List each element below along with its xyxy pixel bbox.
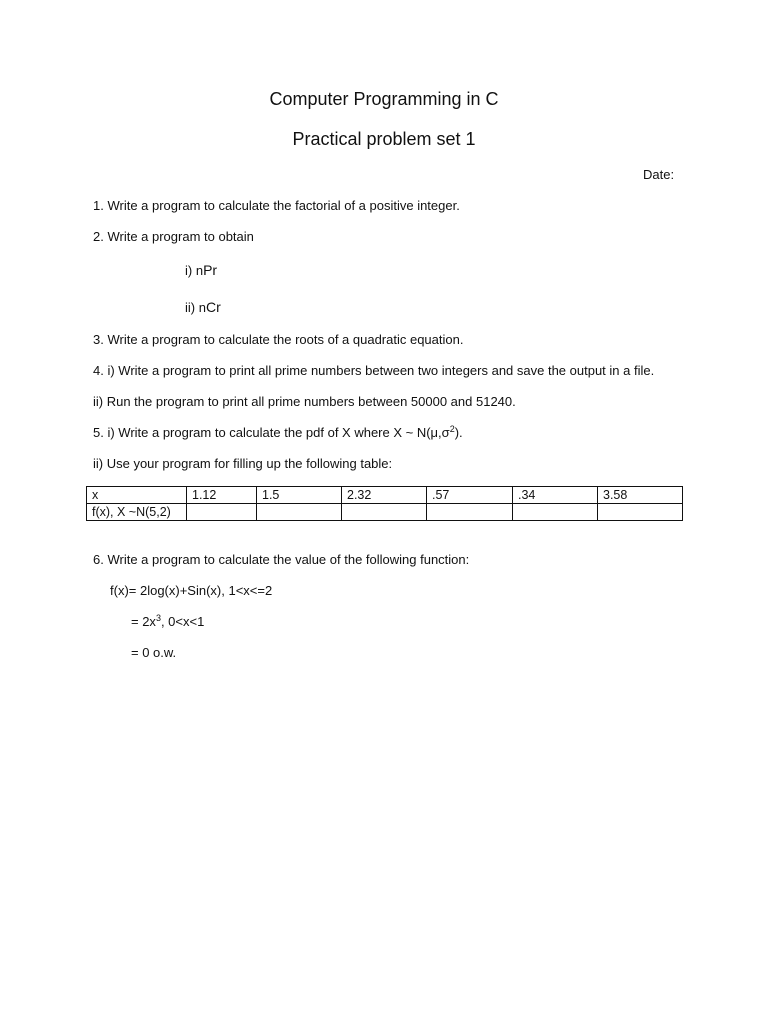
table-cell: .57 bbox=[427, 487, 513, 504]
table-cell-empty bbox=[257, 504, 342, 521]
table-cell-empty bbox=[342, 504, 427, 521]
function-line-2-text: = 2x bbox=[131, 614, 156, 629]
question-1: 1. Write a program to calculate the factorial of a positive integer. bbox=[93, 198, 460, 213]
ncr-prefix: ii) n bbox=[185, 300, 206, 315]
table-cell: x bbox=[87, 487, 187, 504]
q5-text-end: ). bbox=[454, 425, 463, 440]
table-cell-empty bbox=[513, 504, 598, 521]
question-2-item-ncr bbox=[185, 300, 221, 314]
table-cell: 1.5 bbox=[257, 487, 342, 504]
table-cell-empty bbox=[187, 504, 257, 521]
question-6-stem: 6. Write a program to calculate the value of the following function: bbox=[93, 552, 470, 567]
page-title: Computer Programming in C bbox=[269, 89, 499, 109]
question-3: 3. Write a program to calculate the roots of a quadratic equation. bbox=[93, 332, 464, 347]
table-cell: .34 bbox=[513, 487, 598, 504]
question-2-stem: 2. Write a program to obtain bbox=[93, 229, 254, 244]
function-line-1: f(x)= 2log(x)+Sin(x), 1<x<=2 bbox=[110, 583, 273, 598]
question-4-part-1: 4. i) Write a program to print all prime numbers between two integers and save the output in a file. bbox=[93, 363, 655, 378]
date-label: Date: bbox=[643, 167, 675, 182]
question-4-part-2: ii) Run the program to print all prime numbers between 50000 and 51240. bbox=[93, 394, 516, 409]
question-2-item-npr bbox=[185, 263, 217, 277]
table-cell: 1.12 bbox=[187, 487, 257, 504]
page-subtitle: Practical problem set 1 bbox=[292, 129, 476, 149]
npr-symbol: Pr bbox=[203, 262, 218, 278]
q5-superscript: 2 bbox=[449, 424, 455, 434]
function-line-2-superscript: 3 bbox=[155, 613, 161, 623]
table-row-fx bbox=[87, 504, 683, 521]
question-5-part-1 bbox=[93, 426, 463, 439]
function-line-2-condition: , 0<x<1 bbox=[160, 614, 205, 629]
values-table bbox=[86, 486, 683, 521]
q5-text: 5. i) Write a program to calculate the pdf of X where X ~ N(μ,σ bbox=[93, 425, 450, 440]
table-cell: f(x), X ~N(5,2) bbox=[87, 504, 187, 521]
question-5-part-2: ii) Use your program for filling up the following table: bbox=[93, 456, 393, 471]
table-cell-empty bbox=[598, 504, 683, 521]
function-line-3: = 0 o.w. bbox=[131, 645, 177, 660]
table-cell-empty bbox=[427, 504, 513, 521]
table-row-x bbox=[87, 487, 683, 504]
table-cell: 3.58 bbox=[598, 487, 683, 504]
npr-prefix: i) n bbox=[185, 263, 204, 278]
ncr-symbol: Cr bbox=[205, 299, 221, 315]
table-cell: 2.32 bbox=[342, 487, 427, 504]
function-line-2 bbox=[131, 615, 204, 628]
